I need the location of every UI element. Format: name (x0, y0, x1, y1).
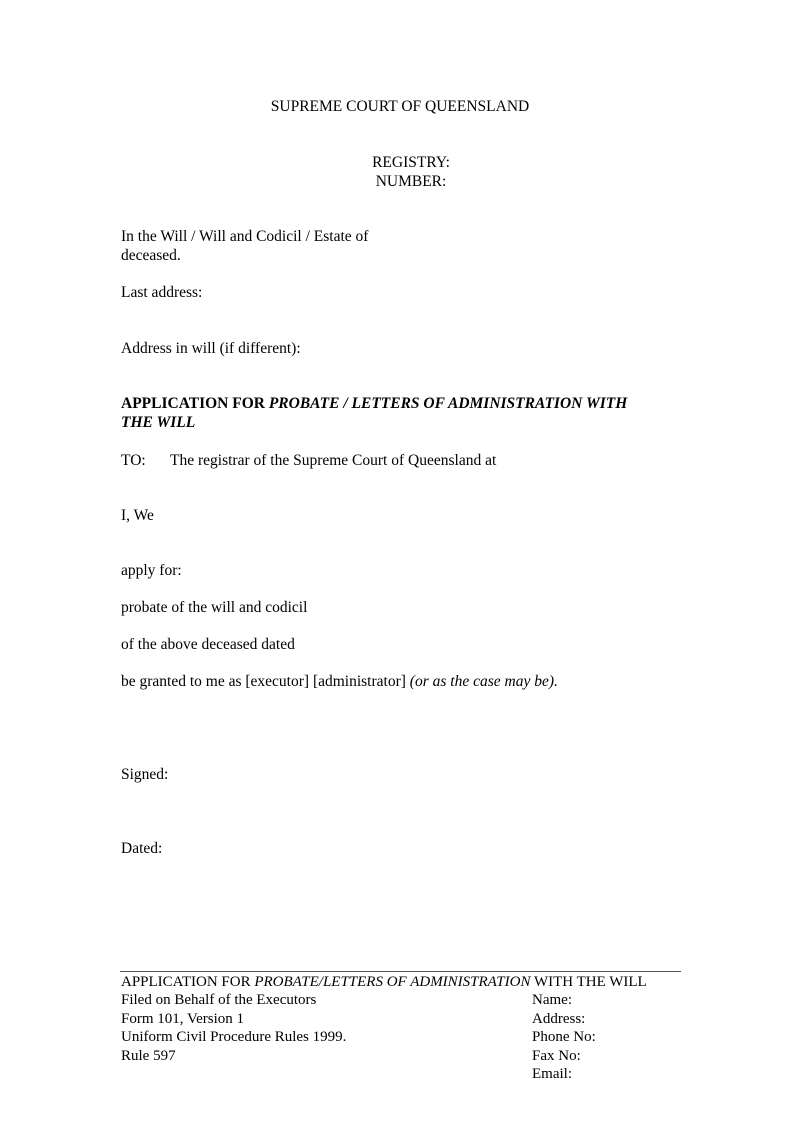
deceased-dated-line: of the above deceased dated (121, 636, 295, 653)
granted-text: be granted to me as [executor] [administrator] (121, 673, 410, 690)
footer-email-label: Email: (532, 1066, 572, 1082)
signed-label: Signed: (121, 766, 169, 783)
number-label: NUMBER: (375, 173, 447, 190)
granted-italic-note: (or as the case may be). (409, 673, 558, 690)
footer-title-prefix: APPLICATION FOR (121, 974, 255, 990)
address-in-will-label: Address in will (if different): (121, 340, 301, 357)
dated-label: Dated: (121, 840, 163, 857)
footer-rules: Uniform Civil Procedure Rules 1999. (121, 1029, 347, 1045)
apply-for-label: apply for: (121, 562, 182, 579)
title-prefix: APPLICATION FOR (121, 395, 269, 412)
footer-title-italic: PROBATE/LETTERS OF ADMINISTRATION (254, 974, 531, 990)
to-registrar-text: The registrar of the Supreme Court of Queensland at (170, 452, 497, 469)
footer-title (121, 973, 647, 992)
footer-phone-label: Phone No: (532, 1029, 596, 1045)
deceased-label: deceased. (121, 247, 181, 264)
footer-filed-on-behalf: Filed on Behalf of the Executors (121, 992, 317, 1008)
footer-name-label: Name: (532, 992, 572, 1008)
granted-line (121, 672, 558, 691)
last-address-label: Last address: (121, 284, 203, 301)
footer-divider (120, 971, 681, 972)
court-heading: SUPREME COURT OF QUEENSLAND (270, 98, 530, 115)
title-italic: PROBATE / LETTERS OF ADMINISTRATION WITH (268, 395, 628, 412)
footer-rule-number: Rule 597 (121, 1048, 176, 1064)
application-title-line1 (121, 394, 627, 413)
footer-title-suffix: WITH THE WILL (530, 974, 647, 990)
applicant-label: I, We (121, 507, 154, 524)
application-title-line2: THE WILL (121, 414, 196, 431)
probate-line: probate of the will and codicil (121, 599, 308, 616)
footer-fax-label: Fax No: (532, 1048, 581, 1064)
registry-label: REGISTRY: (372, 154, 450, 171)
estate-line: In the Will / Will and Codicil / Estate of (121, 228, 369, 245)
to-label: TO: (121, 452, 146, 469)
footer-address-label: Address: (532, 1011, 586, 1027)
footer-form-version: Form 101, Version 1 (121, 1011, 245, 1027)
